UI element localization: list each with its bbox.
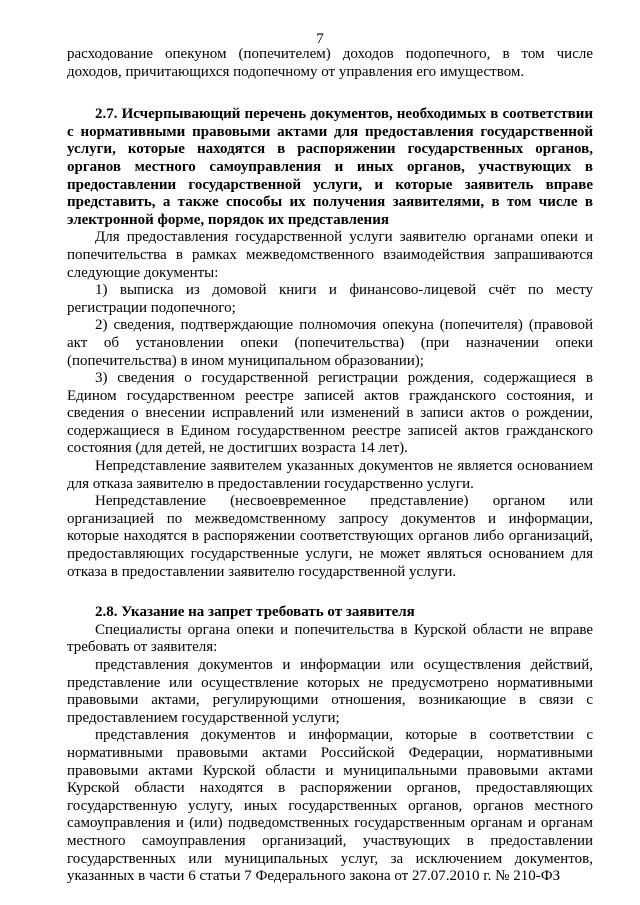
section-spacer: [67, 581, 593, 604]
section-2-7-list-item: 3) сведения о государственной регистрации рождения, содержащиеся в Едином государственном реестре записей актов гражданского состояния, и сведения о внесении исправлений или изменений в записи актов о рождении, содержащиеся в Едином государственном реестре записей актов гражданского состояния (для детей, не достигших возраста 14 лет).: [67, 370, 593, 457]
section-2-8-paragraph: представления документов и информации, которые в соответствии с нормативными правовыми актами Российской Федерации, нормативными правовыми актами Курской области и муниципальными правовыми актами Курской области находятся в распоряжении органов, предоставляющих государственную услугу, иных государственных органов, органов местного самоуправления и (или) подведомственных государственным органам и органам местного самоуправления организаций, участвующих в предоставлении государственных или муниципальных услуг, за исключением документов, указанных в части 6 статьи 7 Федерального закона от 27.07.2010 г. № 210-ФЗ: [67, 727, 593, 885]
document-body: [67, 46, 593, 886]
section-2-7-paragraph: Непредставление заявителем указанных документов не является основанием для отказа заявителю в предоставлении государственно услуги.: [67, 458, 593, 492]
paragraph-continued: расходование опекуном (попечителем) доходов подопечного, в том числе доходов, причитающихся подопечному от управления его имуществом.: [67, 46, 593, 80]
section-2-8-paragraph: представления документов и информации или осуществления действий, представление или осуществление которых не предусмотрено нормативными правовыми актами, регулирующими отношения, возникающие в связи с предоставлением государственной услуги;: [67, 657, 593, 726]
section-2-7-paragraph: Непредставление (несвоевременное представление) органом или организацией по межведомственному запросу документов и информации, которые находятся в распоряжении соответствующих органов либо организаций, предоставляющих государственные услуги, не может являться основанием для отказа в предоставлении заявителю государственной услуги.: [67, 493, 593, 580]
section-2-8-paragraph: Специалисты органа опеки и попечительства в Курской области не вправе требовать от заявителя:: [67, 621, 593, 656]
section-2-7-paragraph: Для предоставления государственной услуги заявителю органами опеки и попечительства в рамках межведомственного взаимодействия запрашиваются следующие документы:: [67, 229, 593, 281]
section-2-7-list-item: 1) выписка из домовой книги и финансово-лицевой счёт по месту регистрации подопечного;: [67, 282, 593, 316]
section-2-7-heading: 2.7. Исчерпывающий перечень документов, необходимых в соответствии с нормативными правовыми актами для предоставления государственной услуги, которые находятся в распоряжении государственных органов, органов местного самоуправления и иных органов, участвующих в предоставлении государственной услуги, и которые заявитель вправе представить, а также способы их получения заявителями, в том числе в электронной форме, порядок их представления: [67, 106, 593, 228]
section-2-8-heading: 2.8. Указание на запрет требовать от заявителя: [95, 604, 415, 621]
section-spacer: [67, 81, 593, 106]
page-number: 7: [316, 31, 324, 47]
section-2-7-list-item: 2) сведения, подтверждающие полномочия опекуна (попечителя) (правовой акт об установлении опеки (попечительства) (при назначении опеки (попечительства) в ином муниципальном образовании);: [67, 317, 593, 369]
